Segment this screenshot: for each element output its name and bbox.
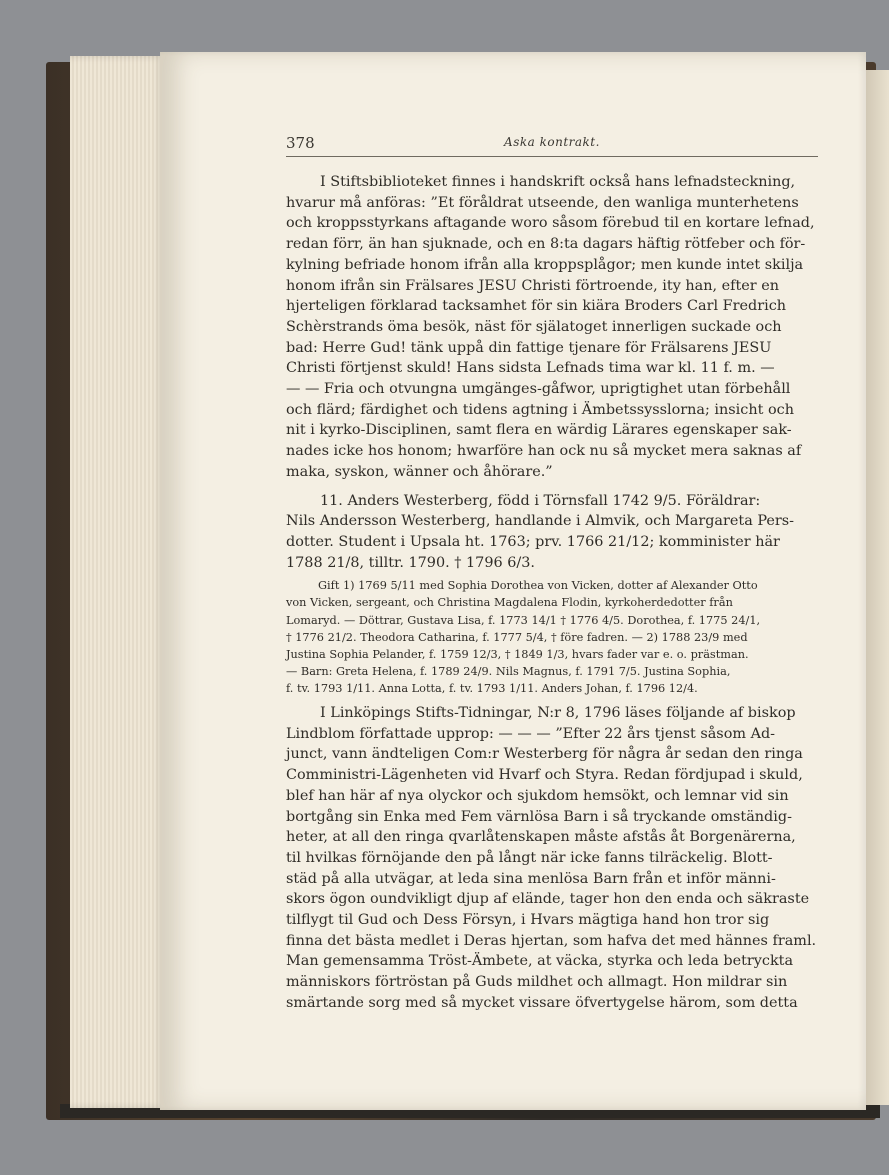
text-line: junct, vann ändteligen Com:r Westerberg för några år sedan den ringa <box>286 746 803 763</box>
entry-11-westerberg <box>286 491 818 574</box>
page-body <box>286 172 818 1014</box>
note-line: f. tv. 1793 1/11. Anna Lotta, f. tv. 1793 1/11. Anders Johan, f. 1796 12/4. <box>286 681 698 695</box>
text-line: hvarur må anföras: ”Et föråldrat utseende, den wanliga munterhetens <box>286 194 799 211</box>
text-line: I Linköpings Stifts-Tidningar, N:r 8, 1796 läses följande af biskop <box>320 705 796 722</box>
text-line: nit i kyrko-Disciplinen, samt flera en wärdig Lärares egenskaper sak- <box>286 422 792 439</box>
page-number: 378 <box>286 134 315 152</box>
book-page <box>160 52 866 1110</box>
text-line: bortgång sin Enka med Fem värnlösa Barn i så tryckande omständig- <box>286 808 792 825</box>
text-line: maka, syskon, wänner och åhörare.” <box>286 463 553 480</box>
text-line: Comministri-Lägenheten vid Hvarf och Styra. Redan fördjupad i skuld, <box>286 767 803 784</box>
text-line: dotter. Student i Upsala ht. 1763; prv. 1766 21/12; komminister här <box>286 533 780 550</box>
text-line: Lindblom författade upprop: — — — ”Efter 22 års tjenst såsom Ad- <box>286 725 776 742</box>
entry-heading-line: 11. Anders Westerberg, född i Törnsfall 1742 9/5. Föräldrar: <box>320 492 761 509</box>
text-line: redan förr, än han sjuknade, och en 8:ta dagars häftig rötfeber och för- <box>286 236 806 253</box>
paragraph-upprop <box>286 703 818 1014</box>
text-line: til hvilkas förnöjande den på långt när icke fanns tilräckelig. Blott- <box>286 849 773 866</box>
text-line: skors ögon oundvikligt djup af elände, tager hon den enda och säkraste <box>286 891 810 908</box>
note-line: Lomaryd. — Döttrar, Gustava Lisa, f. 1773 14/1 † 1776 4/5. Dorothea, f. 1775 24/1, <box>286 613 761 627</box>
text-line: finna det bästa medlet i Deras hjertan, som hafva det med hännes framl. <box>286 932 817 949</box>
text-line: smärtande sorg med så mycket vissare öfvertygelse härom, som detta <box>286 994 798 1011</box>
text-line: Man gemensamma Tröst-Ämbete, at väcka, styrka och leda betryckta <box>286 953 794 970</box>
text-line: — — Fria och otvungna umgänges-gåfwor, uprigtighet utan förbehåll <box>286 381 791 398</box>
note-line: Justina Sophia Pelander, f. 1759 12/3, † 1849 1/3, hvars fader var e. o. prästman. <box>286 647 749 661</box>
text-line: människors förtröstan på Guds mildhet och allmagt. Hon mildrar sin <box>286 974 788 991</box>
text-line: nades icke hos honom; hwarföre han ock nu så mycket mera saknas af <box>286 443 802 460</box>
note-line: † 1776 21/2. Theodora Catharina, f. 1777 5/4, † före fadren. — 2) 1788 23/9 med <box>286 630 748 644</box>
text-line: Christi förtjenst skuld! Hans sidsta Lefnads tima war kl. 11 f. m. — <box>286 360 775 377</box>
text-line: blef han här af nya olyckor och sjukdom hemsökt, och lemnar vid sin <box>286 787 789 804</box>
facing-page-edge <box>864 70 889 1105</box>
text-line: städ på alla utvägar, at leda sina menlösa Barn från et inför männi- <box>286 870 776 887</box>
text-line: bad: Herre Gud! tänk uppå din fattige tjenare för Frälsarens JESU <box>286 339 772 356</box>
footnote-gift <box>286 577 818 697</box>
text-line: honom ifrån sin Frälsares JESU Christi förtroende, ity han, efter en <box>286 277 780 294</box>
text-line: Nils Andersson Westerberg, handlande i Almvik, och Margareta Pers- <box>286 513 795 530</box>
text-line: 1788 21/8, tilltr. 1790. † 1796 6/3. <box>286 554 535 571</box>
paragraph-lefnadsteckning <box>286 172 818 483</box>
text-line: tilflygt til Gud och Dess Försyn, i Hvars mägtiga hand hon tror sig <box>286 912 770 929</box>
note-line: — Barn: Greta Helena, f. 1789 24/9. Nils Magnus, f. 1791 7/5. Justina Sophia, <box>286 664 731 678</box>
running-title: Aska kontrakt. <box>504 135 600 149</box>
text-line: kylning befriade honom ifrån alla kroppsplågor; men kunde intet skilja <box>286 256 804 273</box>
note-line: Gift 1) 1769 5/11 med Sophia Dorothea von Vicken, dotter af Alexander Otto <box>318 579 758 593</box>
text-line: hjerteligen förklarad tacksamhet för sin kiära Broders Carl Fredrich <box>286 298 787 315</box>
text-line: och flärd; färdighet och tidens agtning i Ämbetssysslorna; insicht och <box>286 401 794 418</box>
page-header <box>286 132 818 157</box>
text-line: och kroppsstyrkans aftagande woro såsom förebud til en kortare lefnad, <box>286 215 815 232</box>
page-edges <box>70 56 166 1108</box>
note-line: von Vicken, sergeant, och Christina Magdalena Flodin, kyrkoherdedotter från <box>286 596 733 610</box>
text-line: heter, at all den ringa qvarlåtenskapen måste afstås åt Borgenärerna, <box>286 829 796 846</box>
text-line: I Stiftsbiblioteket finnes i handskrift också hans lefnadsteckning, <box>320 174 796 190</box>
text-line: Schèrstrands öma besök, näst för själatoget innerligen suckade och <box>286 318 782 335</box>
